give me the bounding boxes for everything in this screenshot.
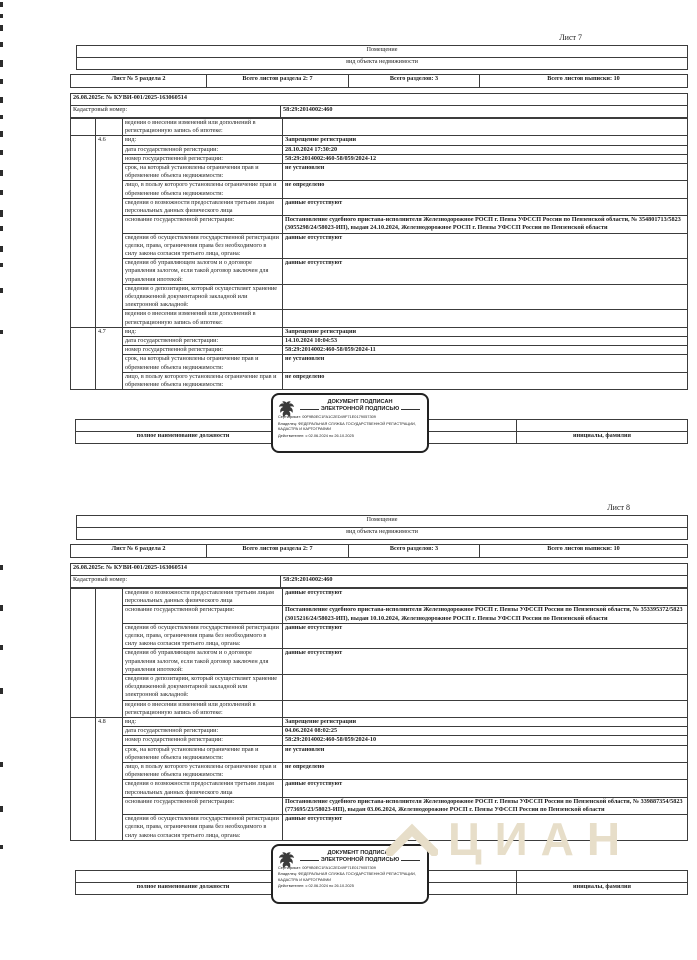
row-label-cell: дата государственной регистрации: bbox=[123, 727, 283, 736]
row-value-cell: 04.06.2024 08:02:25 bbox=[283, 727, 688, 736]
row-label-cell: основание государственной регистрации: bbox=[123, 216, 283, 233]
row-value-cell: не установлен bbox=[283, 355, 688, 372]
table-row bbox=[71, 623, 688, 649]
stamp-certificate: Сертификат: 00F9B0EC1FA1C2ED49F71E0179057309 bbox=[278, 864, 376, 870]
digital-signature-stamp bbox=[271, 844, 429, 904]
scan-edge-artifact bbox=[0, 565, 3, 570]
spacer-cell bbox=[71, 119, 96, 136]
row-value-cell: 58:29:2014002:460-58/059/2024-10 bbox=[283, 736, 688, 745]
table-row bbox=[71, 284, 688, 310]
scan-edge-artifact bbox=[0, 97, 3, 103]
object-type-title: Помещение bbox=[77, 46, 688, 58]
table-row bbox=[71, 119, 688, 136]
row-label-cell: ведения о внесении изменений или дополнений в регистрационную запись об ипотеке: bbox=[123, 119, 283, 136]
section-number-cell bbox=[96, 589, 123, 718]
table-row bbox=[71, 355, 688, 372]
row-label-cell: основание государственной регистрации: bbox=[123, 797, 283, 814]
section-number-cell: 4.6 bbox=[96, 136, 123, 327]
row-value-cell: Постановление судебного пристава-исполнителя Железнодорожное РОСП г. Пензы УФССП России по Пензенской области, № 339887354/5823 (773695/23/58023-ИП), выдан 03.06.2024, Железнодорожное РОСП г. Пензы УФССП России по Пензенской области bbox=[283, 797, 688, 814]
table-row bbox=[71, 310, 688, 327]
row-label-cell: лицо, в пользу которого установлены ограничение прав и обременение объекта недвижимости: bbox=[123, 372, 283, 389]
scan-edge-artifact bbox=[0, 60, 3, 67]
row-value-cell: данные отсутствуют bbox=[283, 198, 688, 215]
row-label-cell: дата государственной регистрации: bbox=[123, 145, 283, 154]
scan-edge-artifact bbox=[0, 288, 3, 293]
signature-field bbox=[517, 420, 688, 432]
row-value-cell: 14.10.2024 10:04:53 bbox=[283, 337, 688, 346]
row-value-cell bbox=[283, 284, 688, 310]
scan-edge-artifact bbox=[0, 210, 3, 217]
scan-edge-artifact bbox=[0, 131, 3, 137]
scan-edge-artifact bbox=[0, 115, 3, 119]
row-label-cell: сведения об осуществлении государственной регистрации сделки, права, ограничения права без необходимого в силу закона согласия третьего лица, органа: bbox=[123, 815, 283, 841]
row-value-cell: Запрещение регистрации bbox=[283, 327, 688, 336]
row-value-cell: данные отсутствуют bbox=[283, 623, 688, 649]
row-value-cell: 28.10.2024 17:30:20 bbox=[283, 145, 688, 154]
coat-of-arms-icon bbox=[278, 851, 295, 870]
row-label-cell: срок, на который установлены ограничение прав и обременение объекта недвижимости: bbox=[123, 745, 283, 762]
scan-edge-artifact bbox=[0, 845, 3, 849]
signature-field bbox=[76, 420, 291, 432]
document-page-7 bbox=[70, 33, 688, 459]
row-value-cell: данные отсутствуют bbox=[283, 780, 688, 797]
row-label-cell: срок, на который установлены ограничения прав и обременение объекта недвижимости: bbox=[123, 164, 283, 181]
row-value-cell bbox=[283, 310, 688, 327]
stamp-title-line2: ЭЛЕКТРОННОЙ ПОДПИСЬЮ bbox=[320, 406, 400, 413]
restrictions-table bbox=[70, 588, 688, 841]
row-label-cell: дата государственной регистрации: bbox=[123, 337, 283, 346]
table-row bbox=[71, 763, 688, 780]
cadastral-number-value: 58:29:2014002:460 bbox=[281, 106, 688, 118]
table-row bbox=[71, 198, 688, 215]
scan-edge-artifact bbox=[0, 42, 3, 47]
table-row bbox=[71, 337, 688, 346]
signature-area bbox=[70, 393, 688, 459]
object-type-caption: вид объекта недвижимости bbox=[77, 528, 688, 540]
object-type-caption: вид объекта недвижимости bbox=[77, 58, 688, 70]
coat-of-arms-icon bbox=[278, 400, 295, 419]
stamp-owner: Владелец: ФЕДЕРАЛЬНАЯ СЛУЖБА ГОСУДАРСТВЕННОЙ РЕГИСТРАЦИИ, КАДАСТРА И КАРТОГРАФИИ bbox=[278, 420, 416, 432]
row-label-cell: вид: bbox=[123, 327, 283, 336]
row-value-cell: данные отсутствуют bbox=[283, 259, 688, 285]
scan-edge-artifact bbox=[0, 246, 3, 252]
row-value-cell: Постановление судебного пристава-исполнителя Железнодорожное РОСП г. Пенза УФССП России по Пензенской области, № 354801713/5823 (3055298/24/58023-ИП), выдан 24.10.2024, Железнодорожное РОСП г. Пензы УФССП России по Пензенской области bbox=[283, 216, 688, 233]
row-label-cell: сведения об осуществлении государственной регистрации сделки, права, ограничения права без необходимого в силу закона согласия третьего лица, органа: bbox=[123, 623, 283, 649]
row-value-cell: не определено bbox=[283, 763, 688, 780]
row-value-cell: не установлен bbox=[283, 164, 688, 181]
table-row bbox=[71, 736, 688, 745]
spacer-cell bbox=[71, 327, 96, 389]
row-value-cell: данные отсутствуют bbox=[283, 589, 688, 606]
scan-edge-artifact bbox=[0, 263, 3, 267]
table-row bbox=[71, 154, 688, 163]
cadastral-number-value: 58:29:2014002:460 bbox=[281, 576, 688, 588]
row-label-cell: вид: bbox=[123, 718, 283, 727]
meta-total-sheets-section: Всего листов раздела 2: 7 bbox=[207, 545, 349, 558]
stamp-owner: Владелец: ФЕДЕРАЛЬНАЯ СЛУЖБА ГОСУДАРСТВЕННОЙ РЕГИСТРАЦИИ, КАДАСТРА И КАРТОГРАФИИ bbox=[278, 871, 416, 882]
row-label-cell: лицо, в пользу которого установлены ограничение прав и обременение объекта недвижимости: bbox=[123, 181, 283, 198]
section-number-cell bbox=[96, 119, 123, 136]
scan-edge-artifact bbox=[0, 226, 3, 231]
sheet-meta-table bbox=[70, 544, 688, 558]
row-label-cell: сведения об управляющем залогом и о договоре управления залогом, если такой договор заключен для управления ипотекой: bbox=[123, 649, 283, 675]
table-row bbox=[71, 797, 688, 814]
row-value-cell: не определено bbox=[283, 181, 688, 198]
document-page-8 bbox=[70, 503, 688, 910]
signature-area bbox=[70, 844, 688, 910]
scan-edge-artifact bbox=[0, 330, 3, 334]
table-row bbox=[71, 346, 688, 355]
signature-initials-caption: инициалы, фамилия bbox=[517, 882, 688, 894]
table-row bbox=[71, 233, 688, 259]
row-value-cell: не установлен bbox=[283, 745, 688, 762]
row-value-cell: 58:29:2014002:460-58/059/2024-11 bbox=[283, 346, 688, 355]
statement-number: 26.08.2025г. № КУВИ-001/2025-163060514 bbox=[71, 94, 688, 106]
table-row bbox=[71, 815, 688, 841]
meta-total-sheets-extract: Всего листов выписки: 10 bbox=[480, 75, 688, 88]
row-label-cell: номер государственной регистрации: bbox=[123, 346, 283, 355]
row-value-cell: не определено bbox=[283, 372, 688, 389]
spacer-cell bbox=[71, 718, 96, 841]
statement-table bbox=[70, 563, 688, 588]
row-label-cell: сведения о возможности предоставления третьим лицам персональных данных физического лица bbox=[123, 589, 283, 606]
row-value-cell bbox=[283, 119, 688, 136]
scan-edge-artifact bbox=[0, 150, 3, 155]
row-value-cell: Запрещение регистрации bbox=[283, 718, 688, 727]
table-row bbox=[71, 259, 688, 285]
row-label-cell: сведения о возможности предоставления третьим лицам персональных данных физического лица bbox=[123, 780, 283, 797]
signature-initials-caption: инициалы, фамилия bbox=[517, 432, 688, 444]
table-row bbox=[71, 372, 688, 389]
meta-sheet-of-section: Лист № 5 раздела 2 bbox=[71, 75, 207, 88]
section-number-cell: 4.8 bbox=[96, 718, 123, 841]
row-label-cell: срок, на который установлены ограничение прав и обременение объекта недвижимости: bbox=[123, 355, 283, 372]
row-value-cell: Запрещение регистрации bbox=[283, 136, 688, 145]
meta-total-sections: Всего разделов: 3 bbox=[349, 545, 480, 558]
table-row bbox=[71, 327, 688, 336]
scan-edge-artifact bbox=[0, 14, 3, 18]
stamp-validity: Действителен: с 02.06.2024 по 26.10.2025 bbox=[278, 432, 354, 438]
table-row bbox=[71, 780, 688, 797]
table-row bbox=[71, 718, 688, 727]
scan-edge-artifact bbox=[0, 645, 3, 650]
row-label-cell: сведения о депозитарии, который осуществляет хранение обездвиженной документарной закладной или электронной закладной: bbox=[123, 284, 283, 310]
signature-position-caption: полное наименование должности bbox=[76, 882, 291, 894]
sheet-meta-table bbox=[70, 74, 688, 88]
object-type-title: Помещение bbox=[77, 516, 688, 528]
row-value-cell: Постановление судебного пристава-исполнителя Железнодорожное РОСП г. Пензы УФССП России по Пензенской области, № 353395372/5823 (3015216/24/58023-ИП), выдан 10.10.2024, Железнодорожное РОСП г. Пензы УФССП России по Пензенской области bbox=[283, 606, 688, 623]
table-row bbox=[71, 700, 688, 717]
row-label-cell: сведения о возможности предоставления третьим лицам персональных данных физического лица bbox=[123, 198, 283, 215]
signature-field bbox=[76, 870, 291, 882]
table-row bbox=[71, 606, 688, 623]
meta-total-sections: Всего разделов: 3 bbox=[349, 75, 480, 88]
row-label-cell: сведения об управляющем залогом и о договоре управления залогом, если такой договор заключен для управления ипотекой: bbox=[123, 259, 283, 285]
statement-table bbox=[70, 93, 688, 118]
meta-total-sheets-extract: Всего листов выписки: 10 bbox=[480, 545, 688, 558]
sheet-number-label: Лист 8 bbox=[607, 503, 630, 512]
row-value-cell: 58:29:2014002:460-58/059/2024-12 bbox=[283, 154, 688, 163]
cadastral-number-label: Кадастровый номер: bbox=[71, 106, 281, 118]
restrictions-table bbox=[70, 118, 688, 390]
signature-position-caption: полное наименование должности bbox=[76, 432, 291, 444]
object-type-table bbox=[76, 45, 688, 70]
row-label-cell: ведения о внесении изменений или дополнений в регистрационную запись об ипотеке: bbox=[123, 310, 283, 327]
table-row bbox=[71, 727, 688, 736]
table-row bbox=[71, 181, 688, 198]
digital-signature-stamp bbox=[271, 393, 429, 453]
signature-field bbox=[517, 870, 688, 882]
row-value-cell: данные отсутствуют bbox=[283, 815, 688, 841]
spacer-cell bbox=[71, 136, 96, 327]
scan-edge-artifact bbox=[0, 688, 3, 694]
table-row bbox=[71, 649, 688, 675]
row-label-cell: сведения о депозитарии, который осуществляет хранение обездвиженной документарной закладной или электронной закладной: bbox=[123, 675, 283, 701]
stamp-certificate: Сертификат: 00F9B0EC1FA1C2ED49F71E0179057309 bbox=[278, 414, 376, 420]
section-number-cell: 4.7 bbox=[96, 327, 123, 389]
watermark-cian: ЦИАН bbox=[386, 812, 633, 866]
scan-edge-artifact bbox=[0, 762, 3, 767]
scan-edge-artifact bbox=[0, 190, 3, 195]
row-label-cell: номер государственной регистрации: bbox=[123, 736, 283, 745]
row-label-cell: вид: bbox=[123, 136, 283, 145]
spacer-cell bbox=[71, 589, 96, 718]
table-row bbox=[71, 216, 688, 233]
table-row bbox=[71, 675, 688, 701]
row-label-cell: ведения о внесении изменений или дополнений в регистрационную запись об ипотеке: bbox=[123, 700, 283, 717]
meta-total-sheets-section: Всего листов раздела 2: 7 bbox=[207, 75, 349, 88]
row-label-cell: сведения об осуществлении государственной регистрации сделки, права, ограничения права без необходимого в силу закона согласия третьего лица, органа: bbox=[123, 233, 283, 259]
stamp-validity: Действителен: с 02.06.2024 по 26.10.2025 bbox=[278, 883, 354, 889]
stamp-title-line1: ДОКУМЕНТ ПОДПИСАН bbox=[327, 849, 393, 856]
row-value-cell: данные отсутствуют bbox=[283, 233, 688, 259]
scan-edge-artifact bbox=[0, 79, 3, 84]
statement-number: 26.08.2025г. № КУВИ-001/2025-163060514 bbox=[71, 564, 688, 576]
row-label-cell: номер государственной регистрации: bbox=[123, 154, 283, 163]
table-row bbox=[71, 589, 688, 606]
stamp-title-line2: ЭЛЕКТРОННОЙ ПОДПИСЬЮ bbox=[320, 856, 400, 863]
table-row bbox=[71, 745, 688, 762]
meta-sheet-of-section: Лист № 6 раздела 2 bbox=[71, 545, 207, 558]
cadastral-number-label: Кадастровый номер: bbox=[71, 576, 281, 588]
row-value-cell bbox=[283, 700, 688, 717]
scan-edge-artifact bbox=[0, 806, 3, 812]
object-type-table bbox=[76, 515, 688, 540]
table-row bbox=[71, 136, 688, 145]
row-label-cell: лицо, в пользу которого установлены ограничение прав и обременение объекта недвижимости: bbox=[123, 763, 283, 780]
table-row bbox=[71, 145, 688, 154]
stamp-title-line1: ДОКУМЕНТ ПОДПИСАН bbox=[327, 399, 393, 406]
scan-edge-artifact bbox=[0, 2, 3, 7]
table-row bbox=[71, 164, 688, 181]
scan-edge-artifact bbox=[0, 170, 3, 176]
sheet-number-label: Лист 7 bbox=[559, 33, 582, 42]
row-value-cell bbox=[283, 675, 688, 701]
row-label-cell: основание государственной регистрации: bbox=[123, 606, 283, 623]
scan-edge-artifact bbox=[0, 605, 3, 611]
scan-edge-artifact bbox=[0, 25, 3, 31]
row-value-cell: данные отсутствуют bbox=[283, 649, 688, 675]
